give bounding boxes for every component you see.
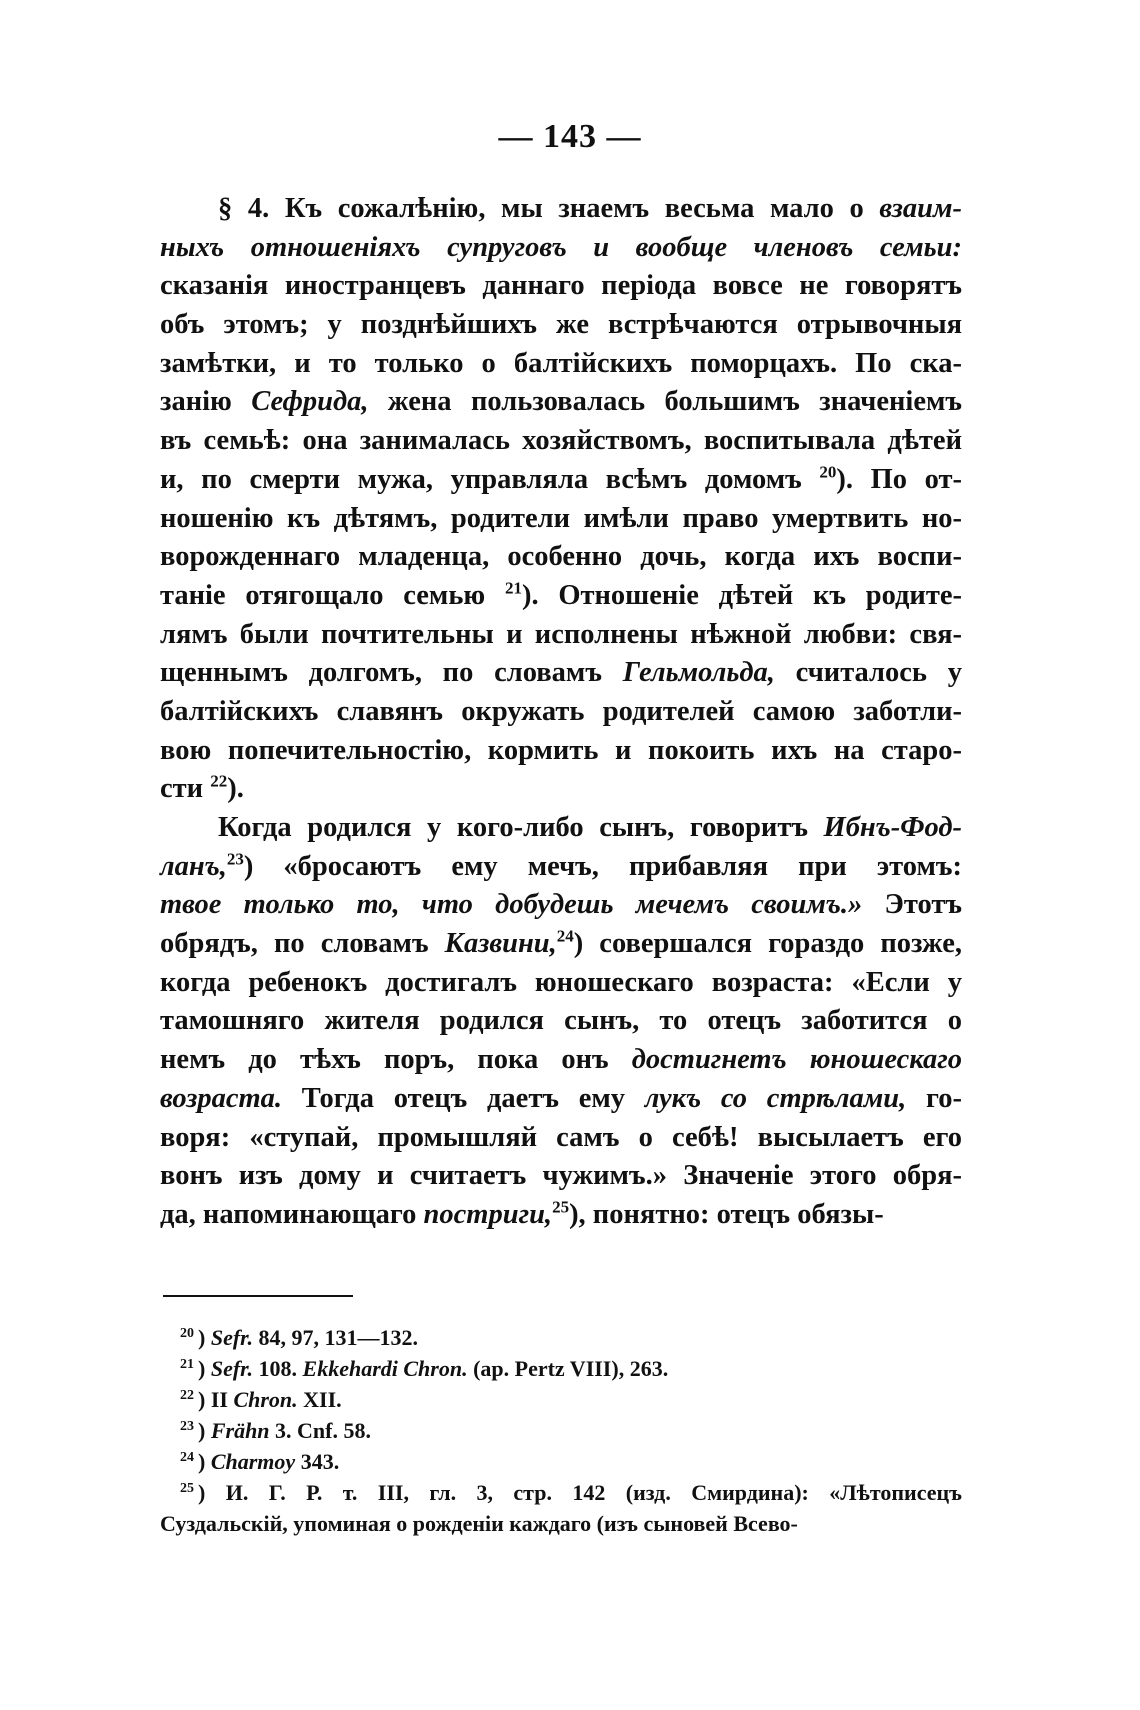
text-run: ) bbox=[198, 1449, 211, 1474]
text-line bbox=[160, 1119, 962, 1158]
text-run: вонъ изъ дому и считаетъ чужимъ.» Значеніе этого обря- bbox=[160, 1160, 962, 1192]
text-run: ) совершался гораздо позже, bbox=[573, 928, 962, 960]
footnote-number: 21 bbox=[180, 1356, 194, 1372]
text-line bbox=[160, 925, 962, 964]
text-run: 343. bbox=[295, 1449, 340, 1474]
text-run: го- bbox=[906, 1082, 962, 1114]
text-run: Когда родился у кого-либо сынъ, говоритъ bbox=[218, 812, 824, 843]
text-line bbox=[160, 1041, 962, 1080]
italic-run: Ekkehardi Chron. bbox=[302, 1356, 468, 1381]
italic-run: Ибнъ-Фод- bbox=[823, 812, 962, 843]
text-run: Этотъ bbox=[862, 889, 962, 921]
text-run: воря: «ступай, промышляй самъ о себѣ! высылаетъ его bbox=[160, 1121, 962, 1153]
italic-run: твое только то, что добудешь мечемъ своимъ.» bbox=[160, 889, 863, 921]
text-line bbox=[160, 886, 962, 925]
text-line bbox=[160, 306, 962, 345]
footnote bbox=[160, 1508, 962, 1539]
text-run: щеннымъ долгомъ, по словамъ bbox=[160, 657, 623, 689]
text-run: 84, 97, 131—132. bbox=[253, 1325, 419, 1350]
paragraph-2 bbox=[160, 809, 962, 1235]
footnote bbox=[160, 1322, 962, 1353]
text-line bbox=[160, 345, 962, 384]
italic-run: возраста. bbox=[160, 1082, 283, 1114]
text-run: ) И. Г. Р. т. III, гл. 3, стр. 142 (изд. Смирдина): «Лѣтописецъ bbox=[198, 1480, 962, 1505]
text-line bbox=[160, 500, 962, 539]
text-run: ). bbox=[227, 773, 244, 805]
text-line bbox=[160, 267, 962, 306]
italic-run: Chron. bbox=[233, 1387, 298, 1412]
text-line bbox=[160, 616, 962, 655]
text-run: тамошняго жителя родился сынъ, то отецъ заботится о bbox=[160, 1005, 962, 1037]
footnote bbox=[160, 1384, 962, 1415]
text-line bbox=[160, 848, 962, 887]
text-run: обрядъ, по словамъ bbox=[160, 928, 445, 960]
footnote-ref: 24 bbox=[556, 926, 574, 946]
footnote-number: 25 bbox=[180, 1480, 194, 1496]
text-run: ). По от- bbox=[836, 463, 962, 495]
italic-run: Sefr. bbox=[210, 1325, 254, 1350]
text-run: Суздальскій, упоминая о рожденіи каждаго (изъ сыновей Всево- bbox=[160, 1511, 798, 1536]
text-run: балтійскихъ славянъ окружать родителей самою заботли- bbox=[160, 695, 962, 727]
italic-run: ныхъ отношеніяхъ супруговъ и вообще членовъ семьи: bbox=[160, 231, 962, 263]
footnotes bbox=[160, 1322, 962, 1539]
paragraph-1 bbox=[160, 190, 962, 809]
text-line bbox=[160, 1080, 962, 1119]
text-line bbox=[160, 461, 962, 500]
footnote-ref: 21 bbox=[504, 578, 522, 598]
text-line bbox=[160, 538, 962, 577]
page-number: — 143 — bbox=[498, 118, 642, 155]
text-run: когда ребенокъ достигалъ юношескаго возраста: «Если у bbox=[160, 966, 962, 998]
text-run: занію bbox=[160, 386, 252, 418]
text-run: ). Отношеніе дѣтей къ родите- bbox=[521, 579, 962, 611]
italic-run: Гельмольда, bbox=[622, 657, 775, 689]
text-run: 3. Cnf. 58. bbox=[269, 1418, 371, 1443]
footnote-ref: 20 bbox=[819, 462, 837, 482]
footnote-number: 23 bbox=[180, 1418, 194, 1434]
text-run: вою попечительностію, кормить и покоить ихъ на старо- bbox=[160, 734, 962, 766]
text-line bbox=[160, 383, 962, 422]
text-line bbox=[160, 732, 962, 771]
text-line bbox=[160, 1157, 962, 1196]
text-run: сказанія иностранцевъ даннаго періода вовсе не говорятъ bbox=[160, 270, 962, 302]
body-text bbox=[160, 190, 962, 1235]
text-run: лямъ были почтительны и исполнены нѣжной любви: свя- bbox=[160, 618, 962, 650]
text-run: таніе отягощало семью bbox=[160, 579, 505, 611]
text-line bbox=[160, 422, 962, 461]
text-line bbox=[160, 190, 962, 229]
footnote-ref: 22 bbox=[210, 771, 228, 791]
italic-run: Frähn bbox=[210, 1418, 270, 1443]
text-run: жена пользовалась большимъ значеніемъ bbox=[368, 386, 963, 418]
italic-run: достигнетъ юношескаго bbox=[631, 1044, 963, 1076]
text-line bbox=[160, 770, 962, 809]
text-run: немъ до тѣхъ поръ, пока онъ bbox=[160, 1044, 632, 1076]
text-line bbox=[160, 1196, 962, 1235]
text-line bbox=[160, 654, 962, 693]
footnote-number: 22 bbox=[180, 1387, 194, 1403]
text-run: объ этомъ; у позднѣйшихъ же встрѣчаются отрывочныя bbox=[160, 309, 962, 341]
text-run: ношенію къ дѣтямъ, родители имѣли право умертвить но- bbox=[160, 502, 962, 534]
italic-run: взаим- bbox=[879, 193, 962, 224]
footnote bbox=[160, 1446, 962, 1477]
footnote-ref: 25 bbox=[552, 1197, 570, 1217]
text-run: да, напоминающаго bbox=[160, 1198, 424, 1230]
text-run: ) bbox=[198, 1418, 211, 1443]
text-run: ) bbox=[198, 1325, 211, 1350]
footnote-divider bbox=[163, 1295, 353, 1297]
text-run: ) bbox=[198, 1356, 211, 1381]
text-run: ) II bbox=[198, 1387, 234, 1412]
text-run: 108. bbox=[253, 1356, 303, 1381]
text-run: считалось у bbox=[774, 657, 962, 689]
italic-run: лукъ со стрѣлами, bbox=[644, 1082, 907, 1114]
italic-run: постриги, bbox=[423, 1198, 553, 1230]
text-line bbox=[160, 809, 962, 848]
italic-run: Сефрида, bbox=[251, 386, 369, 418]
text-run: § 4. Къ сожалѣнію, мы знаемъ весьма мало о bbox=[218, 193, 880, 224]
text-run: ) «бросаютъ ему мечъ, прибавляя при этомъ: bbox=[243, 850, 962, 882]
text-run: въ семьѣ: она занималась хозяйствомъ, воспитывала дѣтей bbox=[160, 425, 962, 457]
text-line bbox=[160, 577, 962, 616]
text-run: ), понятно: отецъ обязы- bbox=[569, 1198, 884, 1230]
footnote-ref: 23 bbox=[226, 849, 244, 869]
text-run: и, по смерти мужа, управляла всѣмъ домомъ bbox=[160, 463, 820, 495]
footnote bbox=[160, 1477, 962, 1508]
text-run: замѣтки, и то только о балтійскихъ поморцахъ. По ска- bbox=[160, 347, 962, 379]
italic-run: ланъ, bbox=[160, 850, 227, 882]
text-line bbox=[160, 964, 962, 1003]
text-run: сти bbox=[160, 773, 211, 805]
footnote-number: 24 bbox=[180, 1449, 194, 1465]
text-line bbox=[160, 1002, 962, 1041]
text-line bbox=[160, 229, 962, 268]
footnote-number: 20 bbox=[180, 1325, 194, 1341]
footnote bbox=[160, 1353, 962, 1384]
italic-run: Charmoy bbox=[210, 1449, 296, 1474]
text-run: Тогда отецъ даетъ ему bbox=[282, 1082, 645, 1114]
footnote bbox=[160, 1415, 962, 1446]
text-run: XII. bbox=[297, 1387, 342, 1412]
text-run: (ap. Pertz VIII), 263. bbox=[467, 1356, 669, 1381]
italic-run: Sefr. bbox=[210, 1356, 254, 1381]
text-line bbox=[160, 693, 962, 732]
italic-run: Казвини, bbox=[444, 928, 557, 960]
text-run: ворожденнаго младенца, особенно дочь, когда ихъ воспи- bbox=[160, 541, 962, 573]
